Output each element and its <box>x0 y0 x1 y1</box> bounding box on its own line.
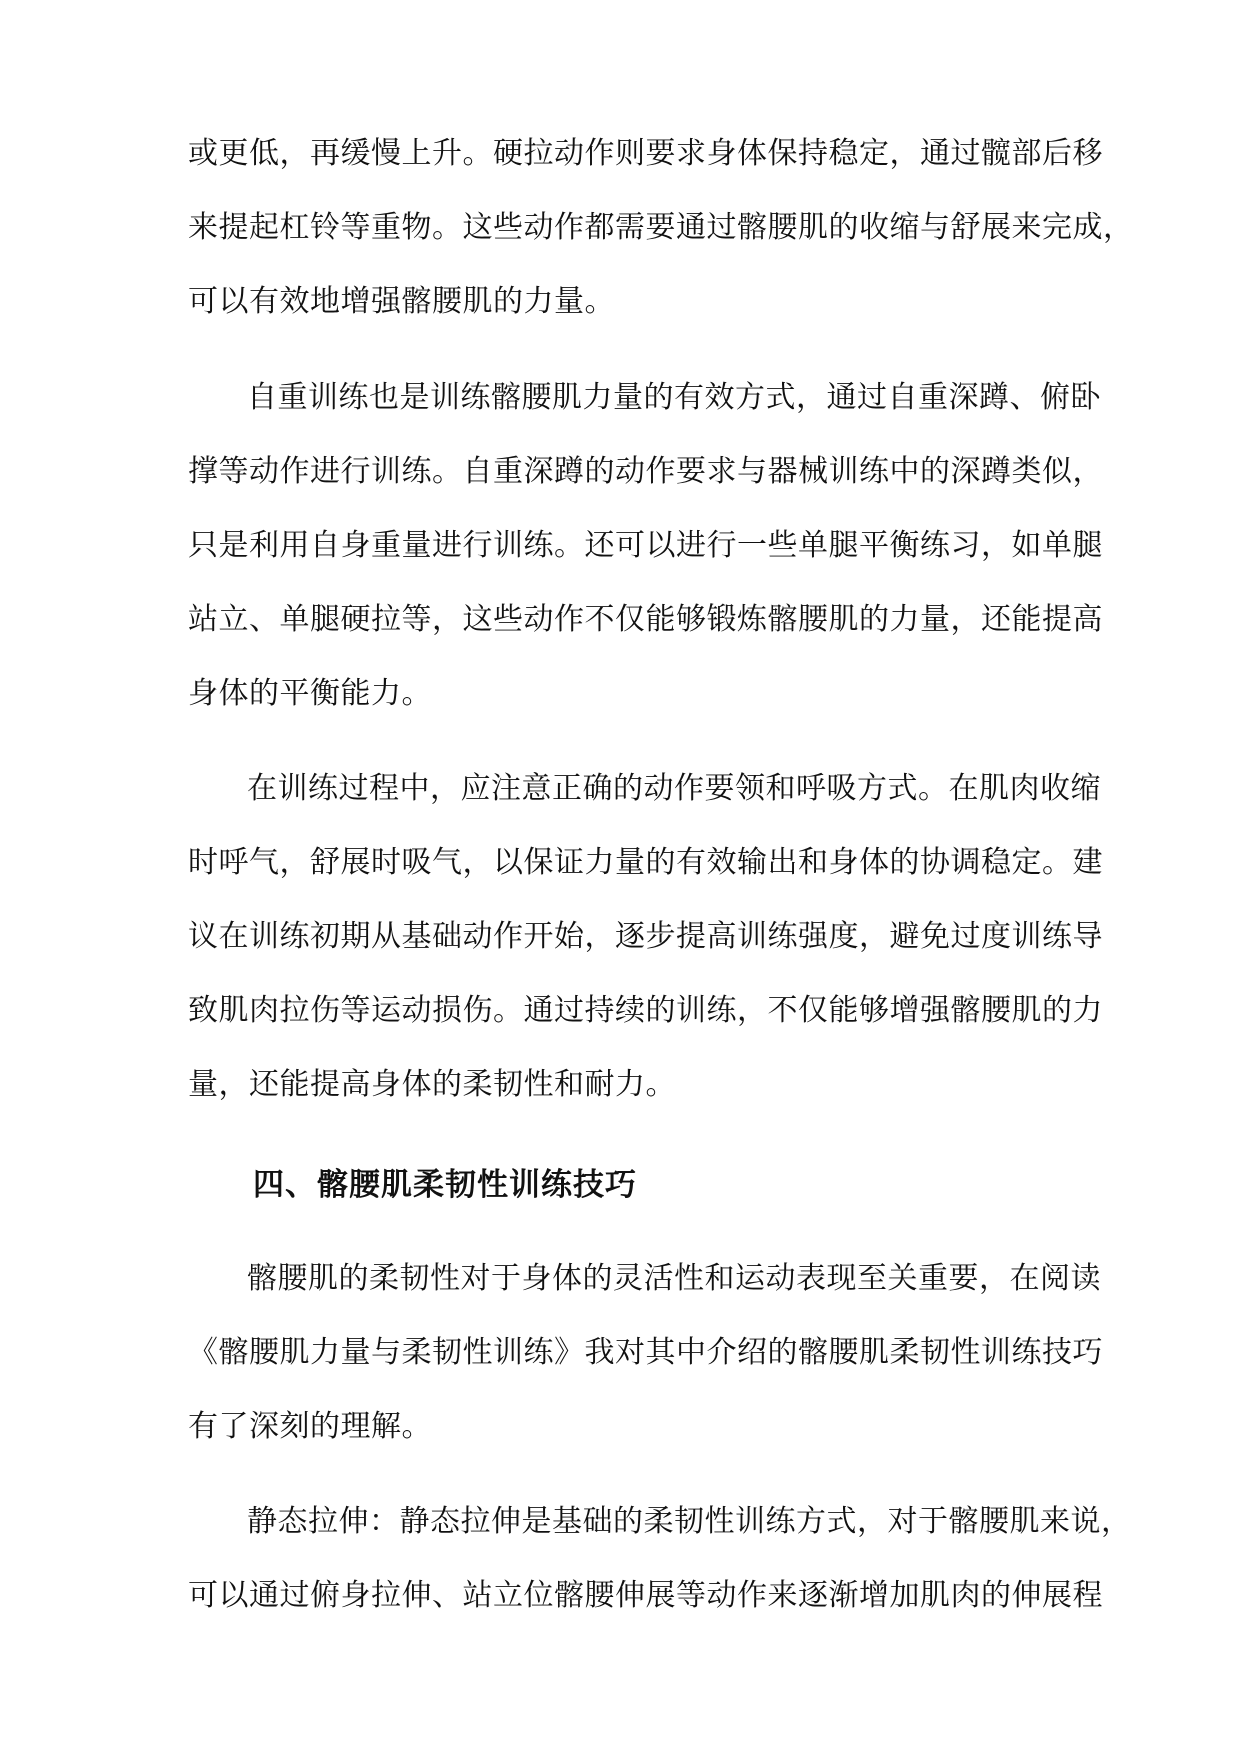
paragraph-1-line-2: 来提起杠铃等重物。这些动作都需要通过髂腰肌的收缩与舒展来完成， <box>188 210 1134 245</box>
paragraph-2-line-3: 只是利用自身重量进行训练。还可以进行一些单腿平衡练习，如单腿 <box>188 528 1103 563</box>
paragraph-5-line-2: 可以通过俯身拉伸、站立位髂腰伸展等动作来逐渐增加肌肉的伸展程 <box>188 1578 1103 1613</box>
paragraph-3-line-3: 议在训练初期从基础动作开始，逐步提高训练强度，避免过度训练导 <box>188 919 1103 954</box>
paragraph-4-line-3: 有了深刻的理解。 <box>188 1409 432 1444</box>
paragraph-2-line-5: 身体的平衡能力。 <box>188 676 432 711</box>
paragraph-5-line-1: 静态拉伸：静态拉伸是基础的柔韧性训练方式，对于髂腰肌来说， <box>247 1504 1132 1539</box>
paragraph-3-line-1: 在训练过程中，应注意正确的动作要领和呼吸方式。在肌肉收缩 <box>247 771 1101 806</box>
section-heading: 四、髂腰肌柔韧性训练技巧 <box>253 1167 637 1203</box>
paragraph-3-line-4: 致肌肉拉伤等运动损伤。通过持续的训练，不仅能够增强髂腰肌的力 <box>188 993 1103 1028</box>
paragraph-3-line-2: 时呼气，舒展时吸气，以保证力量的有效输出和身体的协调稳定。建 <box>188 845 1103 880</box>
paragraph-4-line-2: 《髂腰肌力量与柔韧性训练》我对其中介绍的髂腰肌柔韧性训练技巧 <box>188 1335 1103 1370</box>
paragraph-1-line-3: 可以有效地增强髂腰肌的力量。 <box>188 284 615 319</box>
paragraph-2-line-4: 站立、单腿硬拉等，这些动作不仅能够锻炼髂腰肌的力量，还能提高 <box>188 602 1103 637</box>
paragraph-3-line-5: 量，还能提高身体的柔韧性和耐力。 <box>188 1067 676 1102</box>
paragraph-2-line-2: 撑等动作进行训练。自重深蹲的动作要求与器械训练中的深蹲类似， <box>188 454 1103 489</box>
paragraph-2-line-1: 自重训练也是训练髂腰肌力量的有效方式，通过自重深蹲、俯卧 <box>247 380 1101 415</box>
paragraph-4-line-1: 髂腰肌的柔韧性对于身体的灵活性和运动表现至关重要，在阅读 <box>247 1261 1101 1296</box>
paragraph-1-line-1: 或更低，再缓慢上升。硬拉动作则要求身体保持稳定，通过髋部后移 <box>188 136 1103 171</box>
